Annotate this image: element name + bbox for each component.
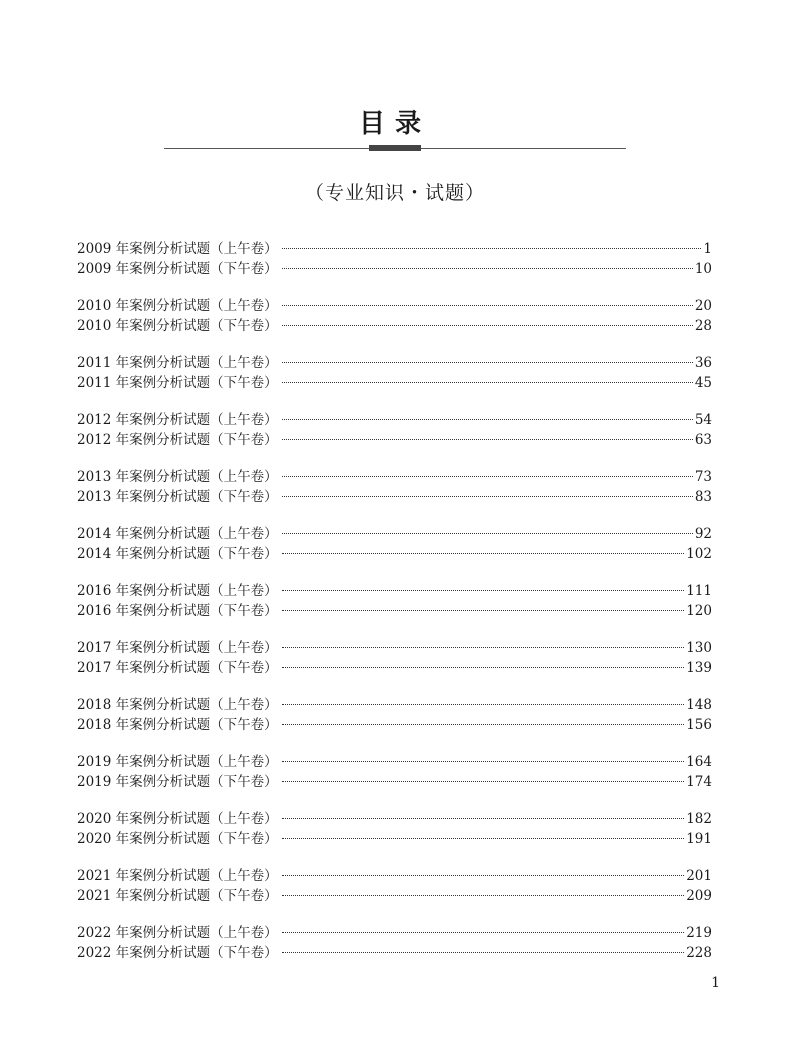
toc-leader-dots bbox=[282, 325, 693, 326]
page-subtitle: （专业知识・试题） bbox=[304, 182, 485, 204]
toc-entry[interactable] bbox=[77, 715, 712, 735]
toc-entry[interactable] bbox=[77, 923, 712, 943]
toc-entry-label: 2021 年案例分析试题（上午卷） bbox=[77, 868, 278, 884]
toc-leader-dots bbox=[282, 496, 693, 497]
toc-entry-page: 209 bbox=[686, 888, 712, 904]
toc-leader-dots bbox=[282, 248, 702, 249]
toc-entry-page: 92 bbox=[694, 526, 712, 542]
toc-entry-page: 36 bbox=[694, 355, 712, 371]
toc-entry[interactable] bbox=[77, 866, 712, 886]
toc-leader-dots bbox=[282, 838, 685, 839]
toc-leader-dots bbox=[282, 895, 685, 896]
toc-leader-dots bbox=[282, 781, 685, 782]
toc-entry[interactable] bbox=[77, 524, 712, 544]
toc-entry-label: 2016 年案例分析试题（下午卷） bbox=[77, 603, 278, 619]
toc-entry[interactable] bbox=[77, 829, 712, 849]
toc-entry[interactable] bbox=[77, 601, 712, 621]
toc-group bbox=[77, 467, 712, 507]
toc-entry-label: 2022 年案例分析试题（上午卷） bbox=[77, 925, 278, 941]
toc-entry[interactable] bbox=[77, 353, 712, 373]
toc-entry-page: 102 bbox=[686, 546, 712, 562]
toc-entry-page: 45 bbox=[694, 375, 712, 391]
toc-entry-page: 182 bbox=[686, 811, 712, 827]
toc-entry-page: 191 bbox=[686, 831, 712, 847]
toc-leader-dots bbox=[282, 476, 693, 477]
toc-entry-page: 139 bbox=[686, 660, 712, 676]
toc-entry-page: 10 bbox=[694, 261, 712, 277]
toc-entry-page: 148 bbox=[686, 697, 712, 713]
toc-entry-label: 2010 年案例分析试题（下午卷） bbox=[77, 318, 278, 334]
toc-entry-page: 1 bbox=[703, 241, 712, 257]
toc-entry-page: 174 bbox=[686, 774, 712, 790]
toc-entry-page: 164 bbox=[686, 754, 712, 770]
toc-entry-label: 2018 年案例分析试题（下午卷） bbox=[77, 717, 278, 733]
toc-entry-label: 2022 年案例分析试题（下午卷） bbox=[77, 945, 278, 961]
toc-entry[interactable] bbox=[77, 410, 712, 430]
toc-entry-label: 2012 年案例分析试题（下午卷） bbox=[77, 432, 278, 448]
toc-entry-label: 2013 年案例分析试题（下午卷） bbox=[77, 489, 278, 505]
toc-leader-dots bbox=[282, 818, 685, 819]
toc-leader-dots bbox=[282, 553, 685, 554]
toc-entry-label: 2018 年案例分析试题（上午卷） bbox=[77, 697, 278, 713]
toc-group bbox=[77, 809, 712, 849]
toc-group bbox=[77, 581, 712, 621]
toc-entry-label: 2020 年案例分析试题（上午卷） bbox=[77, 811, 278, 827]
toc-entry[interactable] bbox=[77, 581, 712, 601]
toc-entry-page: 201 bbox=[686, 868, 712, 884]
toc-entry-label: 2020 年案例分析试题（下午卷） bbox=[77, 831, 278, 847]
toc-entry-label: 2021 年案例分析试题（下午卷） bbox=[77, 888, 278, 904]
toc-entry-page: 228 bbox=[686, 945, 712, 961]
toc-leader-dots bbox=[282, 305, 693, 306]
toc-leader-dots bbox=[282, 932, 685, 933]
toc-leader-dots bbox=[282, 724, 685, 725]
toc-entry-label: 2019 年案例分析试题（下午卷） bbox=[77, 774, 278, 790]
toc-group bbox=[77, 752, 712, 792]
toc-group bbox=[77, 866, 712, 906]
toc-entry-label: 2017 年案例分析试题（下午卷） bbox=[77, 660, 278, 676]
toc-entry-label: 2010 年案例分析试题（上午卷） bbox=[77, 298, 278, 314]
page-title: 目录 bbox=[358, 109, 431, 139]
toc-entry[interactable] bbox=[77, 430, 712, 450]
toc-entry-page: 83 bbox=[694, 489, 712, 505]
toc-entry[interactable] bbox=[77, 239, 712, 259]
toc-entry-label: 2014 年案例分析试题（下午卷） bbox=[77, 546, 278, 562]
toc-entry[interactable] bbox=[77, 809, 712, 829]
toc-entry-page: 54 bbox=[694, 412, 712, 428]
table-of-contents bbox=[77, 239, 712, 980]
toc-entry-label: 2009 年案例分析试题（上午卷） bbox=[77, 241, 278, 257]
toc-entry-label: 2019 年案例分析试题（上午卷） bbox=[77, 754, 278, 770]
toc-entry-page: 130 bbox=[686, 640, 712, 656]
toc-entry-page: 20 bbox=[694, 298, 712, 314]
toc-entry[interactable] bbox=[77, 943, 712, 963]
toc-entry[interactable] bbox=[77, 373, 712, 393]
toc-entry-label: 2014 年案例分析试题（上午卷） bbox=[77, 526, 278, 542]
toc-entry-page: 219 bbox=[686, 925, 712, 941]
toc-entry[interactable] bbox=[77, 695, 712, 715]
toc-leader-dots bbox=[282, 952, 685, 953]
title-rule-accent bbox=[369, 145, 421, 151]
toc-group bbox=[77, 638, 712, 678]
toc-entry-label: 2012 年案例分析试题（上午卷） bbox=[77, 412, 278, 428]
toc-leader-dots bbox=[282, 647, 685, 648]
toc-entry[interactable] bbox=[77, 544, 712, 564]
toc-group bbox=[77, 239, 712, 279]
toc-entry-label: 2017 年案例分析试题（上午卷） bbox=[77, 640, 278, 656]
toc-entry-label: 2016 年案例分析试题（上午卷） bbox=[77, 583, 278, 599]
page-number: 1 bbox=[711, 975, 720, 991]
toc-entry-page: 120 bbox=[686, 603, 712, 619]
toc-entry-page: 28 bbox=[694, 318, 712, 334]
toc-leader-dots bbox=[282, 610, 685, 611]
toc-entry[interactable] bbox=[77, 752, 712, 772]
toc-entry-page: 156 bbox=[686, 717, 712, 733]
toc-entry-label: 2011 年案例分析试题（上午卷） bbox=[77, 355, 278, 371]
toc-leader-dots bbox=[282, 382, 693, 383]
toc-leader-dots bbox=[282, 590, 685, 591]
toc-entry-page: 73 bbox=[694, 469, 712, 485]
toc-entry-page: 63 bbox=[694, 432, 712, 448]
toc-entry-label: 2013 年案例分析试题（上午卷） bbox=[77, 469, 278, 485]
toc-entry[interactable] bbox=[77, 259, 712, 279]
toc-entry[interactable] bbox=[77, 658, 712, 678]
toc-leader-dots bbox=[282, 704, 685, 705]
toc-leader-dots bbox=[282, 533, 693, 534]
toc-entry-page: 111 bbox=[686, 583, 712, 599]
toc-group bbox=[77, 353, 712, 393]
toc-entry[interactable] bbox=[77, 638, 712, 658]
toc-leader-dots bbox=[282, 268, 693, 269]
toc-entry[interactable] bbox=[77, 886, 712, 906]
toc-entry-label: 2011 年案例分析试题（下午卷） bbox=[77, 375, 278, 391]
toc-group bbox=[77, 524, 712, 564]
toc-group bbox=[77, 923, 712, 963]
toc-leader-dots bbox=[282, 362, 693, 363]
toc-entry[interactable] bbox=[77, 316, 712, 336]
toc-leader-dots bbox=[282, 875, 685, 876]
toc-group bbox=[77, 695, 712, 735]
toc-leader-dots bbox=[282, 667, 685, 668]
toc-leader-dots bbox=[282, 439, 693, 440]
toc-leader-dots bbox=[282, 761, 685, 762]
toc-leader-dots bbox=[282, 419, 693, 420]
toc-entry[interactable] bbox=[77, 772, 712, 792]
toc-entry[interactable] bbox=[77, 296, 712, 316]
toc-entry[interactable] bbox=[77, 487, 712, 507]
toc-entry-label: 2009 年案例分析试题（下午卷） bbox=[77, 261, 278, 277]
toc-group bbox=[77, 410, 712, 450]
toc-group bbox=[77, 296, 712, 336]
toc-entry[interactable] bbox=[77, 467, 712, 487]
